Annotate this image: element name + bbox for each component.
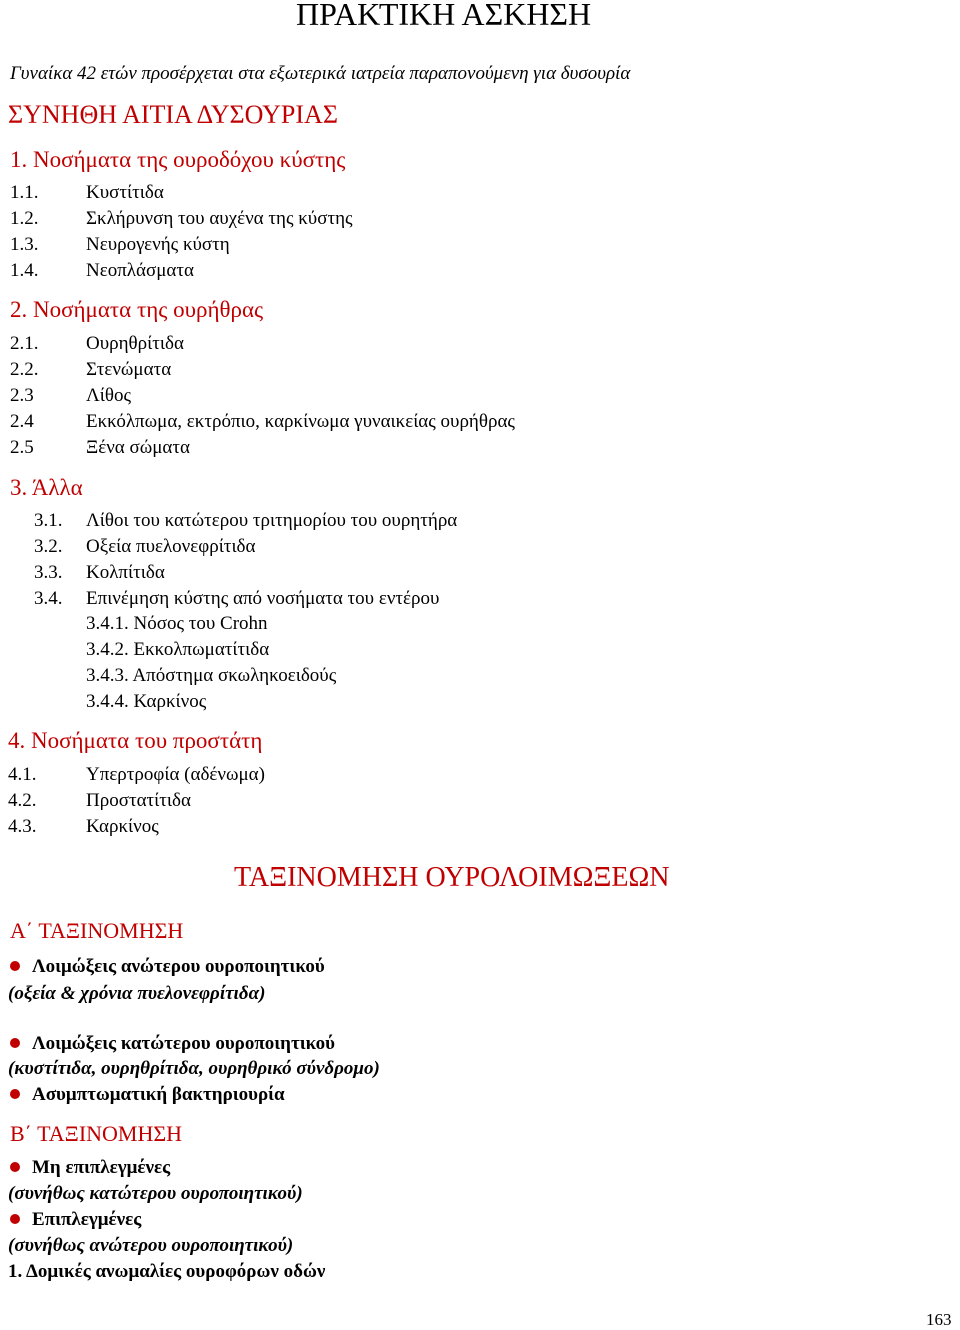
- classification-a-heading: Α΄ ΤΑΞΙΝΟΜΗΣΗ: [10, 918, 184, 943]
- bullet-item: Ασυμπτωματική βακτηριουρία: [10, 1083, 285, 1107]
- list-item: 2.3 Λίθος: [10, 385, 132, 406]
- bullet-note: (κυστίτιδα, ουρηθρίτιδα, ουρηθρικό σύνδρομο): [8, 1058, 380, 1079]
- bullet-note: (οξεία & χρόνια πυελονεφρίτιδα): [8, 983, 266, 1004]
- section-heading: 1. Νοσήματα της ουροδόχου κύστης: [10, 147, 346, 172]
- section-heading: 2. Νοσήματα της ουρήθρας: [10, 297, 264, 322]
- sub-list-item: 3.4.4. Καρκίνος: [86, 691, 207, 712]
- classification-title: ΤΑΞΙΝΟΜΗΣΗ ΟΥΡΟΛΟΙΜΩΞΕΩΝ: [234, 862, 670, 893]
- bullet-dot-icon: [10, 1038, 20, 1048]
- bullet-item: Λοιμώξεις ανώτερου ουροποιητικού: [10, 955, 325, 979]
- list-item: 2.2. Στενώματα: [10, 359, 172, 380]
- sub-list-item: 3.4.2. Εκκολπωματίτιδα: [86, 639, 270, 660]
- list-item: 2.5 Ξένα σώματα: [10, 437, 190, 458]
- list-item: 1.2. Σκλήρυνση του αυχένα της κύστης: [10, 208, 353, 229]
- bullet-dot-icon: [10, 961, 20, 971]
- common-causes-heading: ΣΥΝΗΘΗ ΑΙΤΙΑ ΔΥΣΟΥΡΙΑΣ: [8, 100, 338, 129]
- list-item: 1.4. Νεοπλάσματα: [10, 260, 194, 281]
- classification-b-heading: Β΄ ΤΑΞΙΝΟΜΗΣΗ: [10, 1121, 183, 1146]
- numbered-item: 1. Δομικές ανωμαλίες ουροφόρων οδών: [8, 1261, 326, 1282]
- list-item: 4.3. Καρκίνος: [8, 816, 159, 837]
- list-item: 3.4. Επινέμηση κύστης από νοσήματα του εντέρου: [34, 588, 440, 609]
- page-title: ΠΡΑΚΤΙΚΗ ΑΣΚΗΣΗ: [296, 0, 592, 32]
- list-item: 1.1. Κυστίτιδα: [10, 182, 164, 203]
- list-item: 2.1. Ουρηθρίτιδα: [10, 333, 184, 354]
- section-heading: 3. Άλλα: [10, 475, 83, 500]
- bullet-item: Επιπλεγμένες: [10, 1208, 141, 1232]
- list-item: 1.3. Νευρογενής κύστη: [10, 234, 230, 255]
- case-intro: Γυναίκα 42 ετών προσέρχεται στα εξωτερικά ιατρεία παραπονούμενη για δυσουρία: [10, 63, 631, 84]
- section-heading: 4. Νοσήματα του προστάτη: [8, 728, 263, 753]
- list-item: 3.1. Λίθοι του κατώτερου τριτημορίου του ουρητήρα: [34, 510, 458, 531]
- bullet-item: Λοιμώξεις κατώτερου ουροποιητικού: [10, 1032, 335, 1056]
- list-item: 3.2. Οξεία πυελονεφρίτιδα: [34, 536, 256, 557]
- list-item: 3.3. Κολπίτιδα: [34, 562, 165, 583]
- list-item: 4.1. Υπερτροφία (αδένωμα): [8, 764, 265, 785]
- list-item: 4.2. Προστατίτιδα: [8, 790, 191, 811]
- bullet-note: (συνήθως κατώτερου ουροποιητικού): [8, 1183, 303, 1204]
- list-item: 2.4 Εκκόλπωμα, εκτρόπιο, καρκίνωμα γυναικείας ουρήθρας: [10, 411, 515, 432]
- sub-list-item: 3.4.1. Νόσος του Crohn: [86, 613, 268, 634]
- bullet-item: Μη επιπλεγμένες: [10, 1156, 170, 1180]
- bullet-dot-icon: [10, 1162, 20, 1172]
- page-number: 163: [926, 1310, 952, 1329]
- sub-list-item: 3.4.3. Απόστημα σκωληκοειδούς: [86, 665, 337, 686]
- bullet-note: (συνήθως ανώτερου ουροποιητικού): [8, 1235, 294, 1256]
- bullet-dot-icon: [10, 1214, 20, 1224]
- bullet-dot-icon: [10, 1089, 20, 1099]
